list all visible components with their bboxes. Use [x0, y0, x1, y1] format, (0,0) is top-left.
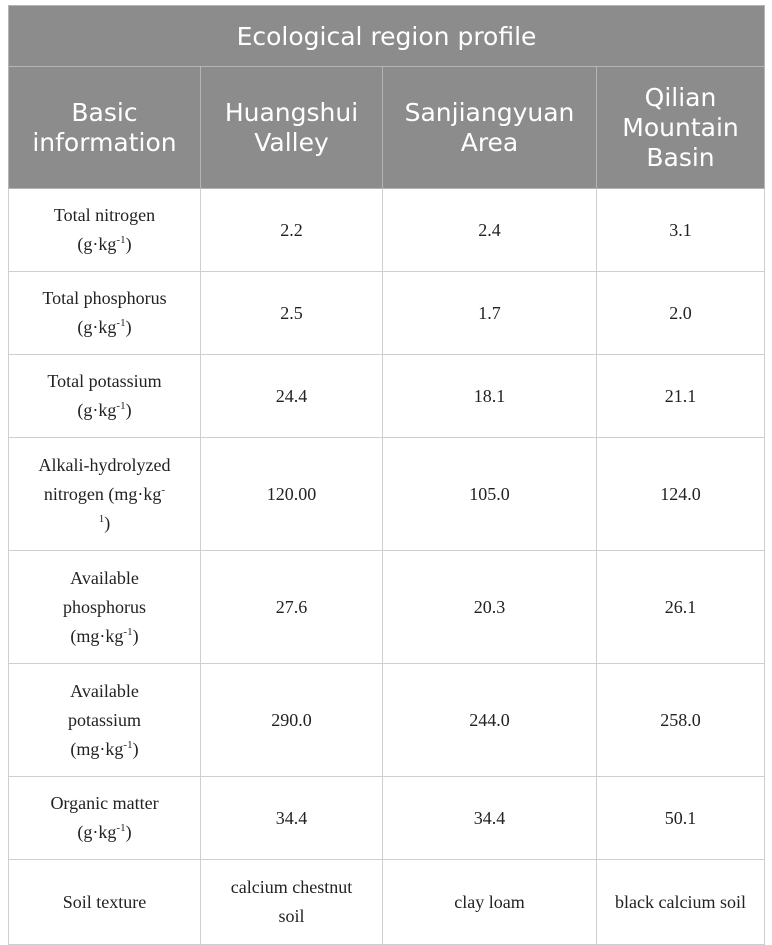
value-cell: 258.0: [597, 664, 765, 777]
row-label-total-nitrogen: Total nitrogen $(g\cdot kg^{-1})$: [9, 189, 201, 272]
value-cell: clay loam: [383, 860, 597, 945]
value-cell: 18.1: [383, 355, 597, 438]
value-cell: 24.4: [201, 355, 383, 438]
row-label-soil-texture: Soil texture: [9, 860, 201, 945]
value-cell: 244.0: [383, 664, 597, 777]
value-cell: 50.1: [597, 777, 765, 860]
table-row: [9, 438, 765, 551]
value-cell: 26.1: [597, 551, 765, 664]
table-row: [9, 272, 765, 355]
value-cell: calcium chestnut soil: [201, 860, 383, 945]
value-cell: 3.1: [597, 189, 765, 272]
value-cell: 2.4: [383, 189, 597, 272]
soil-profile-table: [8, 5, 765, 945]
value-cell: 1.7: [383, 272, 597, 355]
value-cell: 120.00: [201, 438, 383, 551]
row-label-available-phosphorus: Available phosphorus $(mg\cdot kg^{-1})$: [9, 551, 201, 664]
value-cell: 21.1: [597, 355, 765, 438]
table-row: [9, 355, 765, 438]
value-cell: 124.0: [597, 438, 765, 551]
table-title: Ecological region profile: [9, 6, 765, 67]
value-cell: 290.0: [201, 664, 383, 777]
header-basic-information: Basic information: [9, 67, 201, 189]
value-cell: 105.0: [383, 438, 597, 551]
row-label-organic-matter: Organic matter $(g\cdot kg^{-1})$: [9, 777, 201, 860]
value-cell: 27.6: [201, 551, 383, 664]
row-label-total-phosphorus: Total phosphorus $(g\cdot kg^{-1})$: [9, 272, 201, 355]
value-cell: black calcium soil: [597, 860, 765, 945]
table-row: [9, 664, 765, 777]
header-qilian-mountain-basin: Qilian Mountain Basin: [597, 67, 765, 189]
table-row: [9, 189, 765, 272]
header-sanjiangyuan-area: Sanjiangyuan Area: [383, 67, 597, 189]
value-cell: 20.3: [383, 551, 597, 664]
table-row: [9, 860, 765, 945]
row-label-alkali-hydrolyzed-nitrogen: Alkali-hydrolyzed nitrogen (mg·kg- $^1$): [9, 438, 201, 551]
value-cell: 2.5: [201, 272, 383, 355]
table-row: [9, 551, 765, 664]
value-cell: 2.2: [201, 189, 383, 272]
table-row: [9, 777, 765, 860]
row-label-total-potassium: Total potassium $(g\cdot kg^{-1})$: [9, 355, 201, 438]
value-cell: 2.0: [597, 272, 765, 355]
header-huangshui-valley: Huangshui Valley: [201, 67, 383, 189]
value-cell: 34.4: [201, 777, 383, 860]
row-label-available-potassium: Available potassium $(mg\cdot kg^{-1})$: [9, 664, 201, 777]
value-cell: 34.4: [383, 777, 597, 860]
